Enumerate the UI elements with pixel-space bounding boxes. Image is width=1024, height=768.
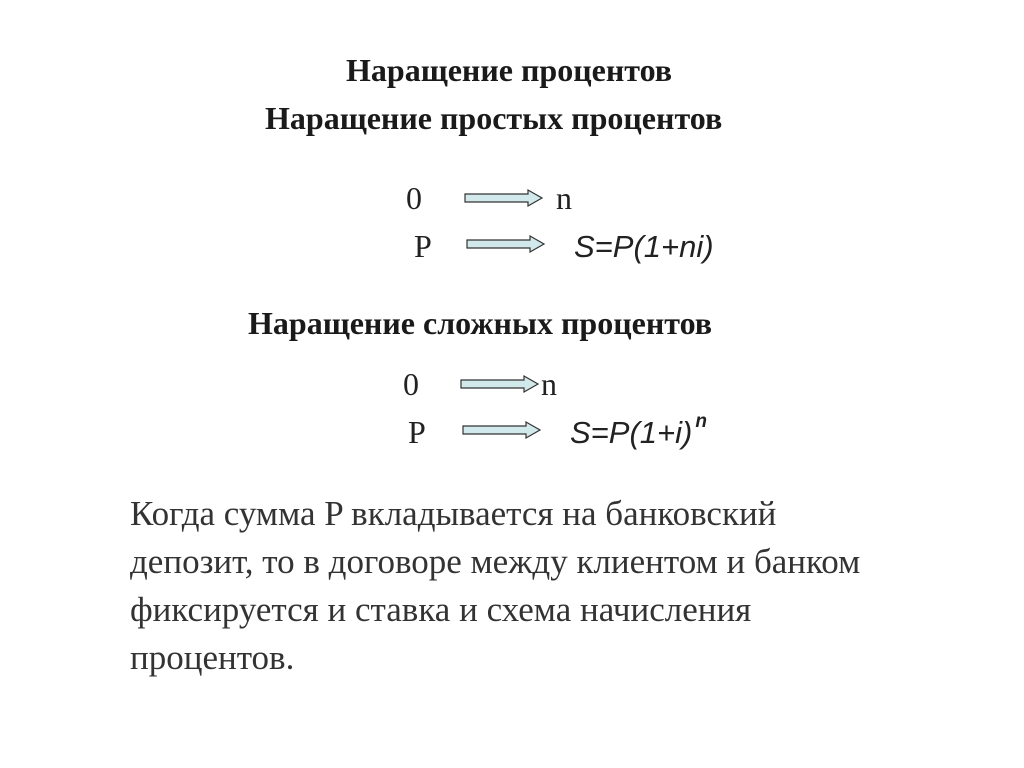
paragraph-line: депозит, то в договоре между клиентом и банком: [130, 542, 861, 581]
paragraph-line: Когда сумма P вкладывается на банковский: [130, 494, 777, 533]
compound-period-start: 0: [403, 366, 419, 402]
simple-period-start: 0: [406, 180, 422, 216]
compound-period-arrow-icon: [460, 374, 540, 394]
explanation-paragraph: [130, 490, 960, 682]
simple-principal: P: [414, 228, 432, 264]
compound-formula-base: S=P(1+i): [570, 415, 693, 450]
compound-formula-exponent: n: [695, 411, 707, 432]
compound-principal: P: [408, 414, 426, 450]
simple-period-end: n: [556, 180, 572, 216]
simple-interest-formula: S=P(1+ni): [574, 229, 714, 264]
paragraph-line: процентов.: [130, 638, 295, 677]
section-heading-simple: Наращение простых процентов: [265, 100, 723, 136]
paragraph-line: фиксируется и ставка и схема начисления: [130, 590, 752, 629]
compound-accrual-arrow-icon: [462, 420, 542, 440]
simple-accrual-arrow-icon: [466, 234, 546, 254]
compound-interest-formula: [570, 411, 707, 451]
simple-period-arrow-icon: [464, 188, 544, 208]
section-heading-compound: Наращение сложных процентов: [248, 305, 713, 341]
slide-title: Наращение процентов: [346, 52, 673, 88]
compound-period-end: n: [541, 366, 557, 402]
